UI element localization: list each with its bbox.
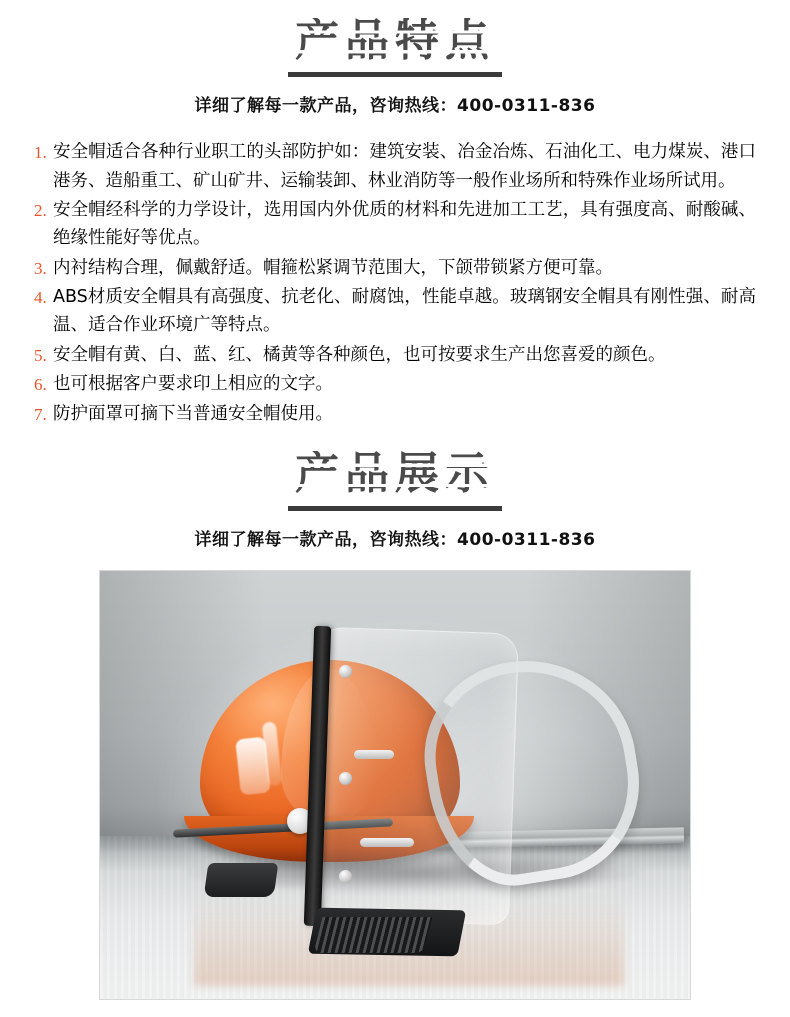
showcase-section-title: 产品展示 <box>289 451 501 503</box>
list-item-number: 5. <box>34 345 47 365</box>
list-item-number: 4. <box>34 288 47 308</box>
list-item-text: 内衬结构合理，佩戴舒适。帽箍松紧调节范围大，下颌带锁紧方便可靠。 <box>53 257 613 278</box>
visor-pin <box>360 838 414 847</box>
list-item <box>34 138 756 195</box>
list-item-text: 安全帽有黄、白、蓝、红、橘黄等各种颜色，也可按要求生产出您喜爱的颜色。 <box>53 344 666 365</box>
list-item-number: 3. <box>34 258 47 278</box>
product-photo <box>99 570 691 1000</box>
features-subtitle: 详细了解每一款产品，咨询热线：400-0311-836 <box>194 96 596 117</box>
list-item-text: 安全帽适合各种行业职工的头部防护如：建筑安装、冶金冶炼、石油化工、电力煤炭、港口港务、造船重工、矿山矿井、运输装卸、林业消防等一般作业场所和特殊作业场所试用。 <box>53 142 756 191</box>
features-section-title: 产品特点 <box>289 18 501 70</box>
list-item-text: ABS材质安全帽具有高强度、抗老化、耐腐蚀，性能卓越。玻璃钢安全帽具有刚性强、耐高温、适合作业环境广等特点。 <box>53 287 756 336</box>
showcase-title-block <box>0 429 790 510</box>
list-item <box>34 370 756 399</box>
visor-rivet-icon <box>339 870 352 883</box>
list-item-text: 也可根据客户要求印上相应的文字。 <box>53 374 333 395</box>
features-title-block <box>0 0 790 77</box>
list-item <box>34 196 756 253</box>
list-item <box>34 341 756 370</box>
list-item-number: 2. <box>34 200 47 220</box>
features-list <box>34 138 756 428</box>
list-item-number: 6. <box>34 375 47 395</box>
showcase-subtitle: 详细了解每一款产品，咨询热线：400-0311-836 <box>194 529 596 550</box>
list-item <box>34 400 756 429</box>
list-item-text: 安全帽经科学的力学设计，选用国内外优质的材料和先进加工工艺，具有强度高、耐酸碱、绝缘性能好等优点。 <box>53 199 756 249</box>
list-item-number: 1. <box>34 143 47 163</box>
showcase-title-underline <box>288 506 502 511</box>
helmet-stand-foot <box>203 863 278 897</box>
visor-rivet-icon <box>339 772 352 785</box>
list-item-number: 7. <box>34 404 47 424</box>
features-title-underline <box>288 72 502 77</box>
visor-rivet-icon <box>339 665 352 678</box>
visor-pin <box>354 750 394 759</box>
list-item <box>34 283 756 340</box>
list-item <box>34 254 756 283</box>
visor-base-fins <box>314 917 433 953</box>
list-item-text: 防护面罩可摘下当普通安全帽使用。 <box>53 403 333 424</box>
